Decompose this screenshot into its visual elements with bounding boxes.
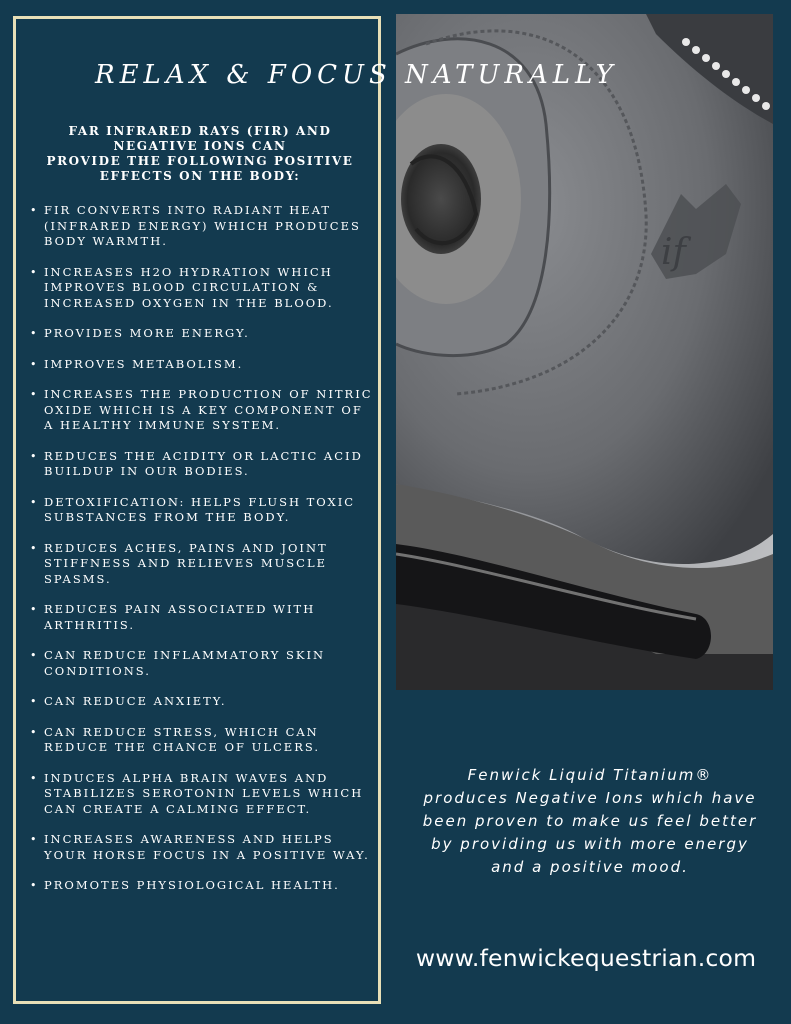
bullet-icon: • <box>30 603 39 616</box>
horse-hood-image <box>396 14 773 690</box>
benefit-text: INDUCES ALPHA BRAIN WAVES AND STABILIZES SEROTONIN LEVELS WHICH CAN CREATE A CALMING EFFECT. <box>44 770 364 816</box>
website-link[interactable]: www.fenwickequestrian.com <box>415 944 757 972</box>
benefit-text: IMPROVES METABOLISM. <box>44 356 244 371</box>
bullet-icon: • <box>30 357 39 371</box>
benefit-item <box>28 495 378 526</box>
benefit-text: REDUCES ACHES, PAINS AND JOINT STIFFNESS AND RELIEVES MUSCLE SPASMS. <box>44 540 328 586</box>
benefit-item <box>28 648 378 679</box>
intro-line: EFFECTS ON THE BODY: <box>99 169 301 183</box>
svg-text:if: if <box>661 232 686 273</box>
promo-line: been proven to make us feel better <box>422 812 758 830</box>
benefits-list <box>28 203 378 909</box>
benefit-text: FIR CONVERTS INTO RADIANT HEAT (INFRARED ENERGY) WHICH PRODUCES BODY WARMTH. <box>44 203 361 248</box>
intro-line: PROVIDE THE FOLLOWING POSITIVE <box>46 154 354 168</box>
bullet-icon: • <box>30 327 39 340</box>
bullet-icon: • <box>30 388 39 401</box>
benefit-item <box>28 602 378 633</box>
bullet-icon: • <box>30 649 39 662</box>
benefit-text: REDUCES PAIN ASSOCIATED WITH ARTHRITIS. <box>44 602 316 632</box>
benefit-text: CAN REDUCE ANXIETY. <box>44 694 227 708</box>
intro-line: FAR INFRARED RAYS (FIR) AND <box>68 124 332 138</box>
intro-text <box>40 124 360 184</box>
bullet-icon: • <box>30 725 39 739</box>
bullet-icon: • <box>30 265 39 279</box>
benefit-text: CAN REDUCE INFLAMMATORY SKIN CONDITIONS. <box>44 648 326 678</box>
benefit-item <box>28 203 378 250</box>
benefit-item <box>28 326 378 342</box>
horse-hood-photo <box>396 14 773 690</box>
headline: RELAX & FOCUS NATURALLY <box>95 60 618 90</box>
benefit-item <box>28 265 378 312</box>
benefit-item <box>28 449 378 480</box>
bullet-icon: • <box>30 204 39 217</box>
bullet-icon: • <box>30 541 39 555</box>
benefit-item <box>28 694 378 710</box>
benefit-item <box>28 725 378 756</box>
intro-line: NEGATIVE IONS CAN <box>113 139 287 153</box>
promo-line: produces Negative Ions which have <box>423 789 757 807</box>
promo-line: Fenwick Liquid Titanium® <box>467 766 713 784</box>
benefit-text: INCREASES H2O HYDRATION WHICH IMPROVES BLOOD CIRCULATION & INCREASED OXYGEN IN THE BLOOD. <box>44 264 334 310</box>
benefit-text: CAN REDUCE STRESS, WHICH CAN REDUCE THE CHANCE OF ULCERS. <box>44 724 320 754</box>
benefit-item <box>28 541 378 588</box>
benefit-item <box>28 878 378 894</box>
promo-line: and a positive mood. <box>491 858 689 876</box>
bullet-icon: • <box>30 449 39 463</box>
benefit-text: INCREASES AWARENESS AND HELPS YOUR HORSE FOCUS IN A POSITIVE WAY. <box>44 832 370 862</box>
bullet-icon: • <box>30 771 39 785</box>
benefit-item <box>28 832 378 863</box>
promo-line: by providing us with more energy <box>431 835 749 853</box>
benefit-item <box>28 387 378 434</box>
bullet-icon: • <box>30 833 39 846</box>
benefit-text: INCREASES THE PRODUCTION OF NITRIC OXIDE WHICH IS A KEY COMPONENT OF A HEALTHY IMMUNE SYSTEM. <box>44 387 373 432</box>
benefit-text: REDUCES THE ACIDITY OR LACTIC ACID BUILDUP IN OUR BODIES. <box>44 448 363 478</box>
benefit-item <box>28 357 378 373</box>
benefit-text: PROVIDES MORE ENERGY. <box>44 326 250 340</box>
bullet-icon: • <box>30 695 39 708</box>
bullet-icon: • <box>30 495 39 509</box>
benefit-item <box>28 771 378 818</box>
benefit-text: DETOXIFICATION: HELPS FLUSH TOXIC SUBSTANCES FROM THE BODY. <box>44 494 356 524</box>
benefit-text: PROMOTES PHYSIOLOGICAL HEALTH. <box>44 878 340 892</box>
bullet-icon: • <box>30 879 39 892</box>
promo-text <box>396 764 784 879</box>
